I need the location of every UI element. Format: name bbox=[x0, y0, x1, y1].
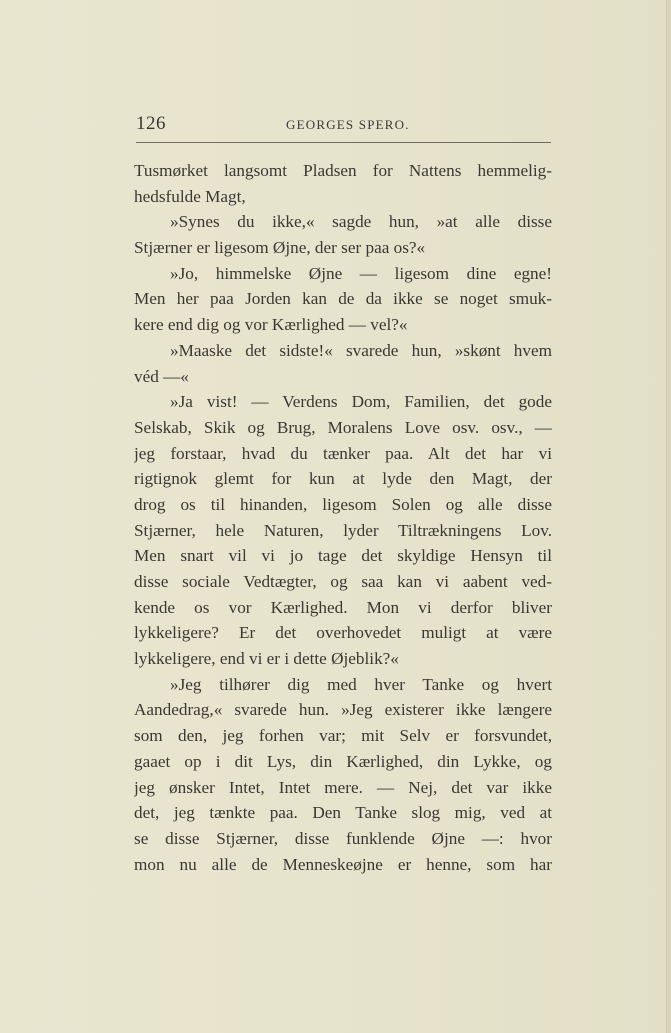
text-line: Men her paa Jorden kan de da ikke se noget smuk- bbox=[134, 289, 552, 309]
page-edge bbox=[666, 0, 671, 1033]
text-line: Men snart vil vi jo tage det skyldige Hensyn til bbox=[134, 546, 552, 566]
text-line: lykkeligere, end vi er i dette Øjeblik?« bbox=[134, 649, 399, 669]
text-line: drog os til hinanden, ligesom Solen og alle disse bbox=[134, 494, 552, 514]
text-line: Tusmørket langsomt Pladsen for Nattens hemmelig- bbox=[134, 161, 552, 180]
text-line: lykkeligere? Er det overhovedet muligt at være bbox=[134, 623, 552, 643]
text-line: som den, jeg forhen var; mit Selv er forsvundet, bbox=[134, 726, 552, 746]
text-line: »Jeg tilhører dig med hver Tanke og hvert bbox=[170, 674, 552, 694]
text-line: disse sociale Vedtægter, og saa kan vi aabent ved- bbox=[134, 572, 552, 591]
text-line: véd —« bbox=[134, 366, 189, 386]
text-line: hedsfulde Magt, bbox=[134, 186, 246, 206]
text-line: jeg forstaar, hvad du tænker paa. Alt det har vi bbox=[134, 443, 552, 463]
text-line: »Synes du ikke,« sagde hun, »at alle disse bbox=[170, 212, 552, 232]
text-line: »Maaske det sidste!« svarede hun, »skønt hvem bbox=[170, 340, 552, 360]
text-line: »Ja vist! — Verdens Dom, Familien, det gode bbox=[170, 392, 552, 412]
body-text bbox=[134, 158, 552, 877]
text-line: kere end dig og vor Kærlighed — vel?« bbox=[134, 315, 408, 335]
text-line: »Jo, himmelske Øjne — ligesom dine egne! bbox=[170, 263, 552, 283]
text-line: mon nu alle de Menneskeøjne er henne, som har bbox=[134, 854, 552, 874]
text-line: gaaet op i dit Lys, din Kærlighed, din Lykke, og bbox=[134, 751, 552, 771]
page-header bbox=[136, 113, 551, 135]
text-line: jeg ønsker Intet, Intet mere. — Nej, det var ikke bbox=[134, 777, 552, 797]
header-rule bbox=[136, 142, 551, 143]
text-line: Stjærner er ligesom Øjne, der ser paa os?« bbox=[134, 238, 426, 258]
page-number: 126 bbox=[136, 113, 166, 134]
text-line: Selskab, Skik og Brug, Moralens Love osv. osv., — bbox=[134, 417, 552, 437]
running-head: GEORGES SPERO. bbox=[286, 117, 410, 132]
text-line: kende os vor Kærlighed. Mon vi derfor bliver bbox=[134, 597, 552, 617]
text-line: se disse Stjærner, disse funklende Øjne —: hvor bbox=[134, 828, 552, 848]
text-line: det, jeg tænkte paa. Den Tanke slog mig, ved at bbox=[134, 803, 552, 823]
text-line: Aandedrag,« svarede hun. »Jeg existerer ikke længere bbox=[134, 700, 552, 720]
text-line: Stjærner, hele Naturen, lyder Tiltrækningens Lov. bbox=[134, 520, 552, 540]
text-line: rigtignok glemt for kun at lyde den Magt, der bbox=[134, 469, 552, 489]
